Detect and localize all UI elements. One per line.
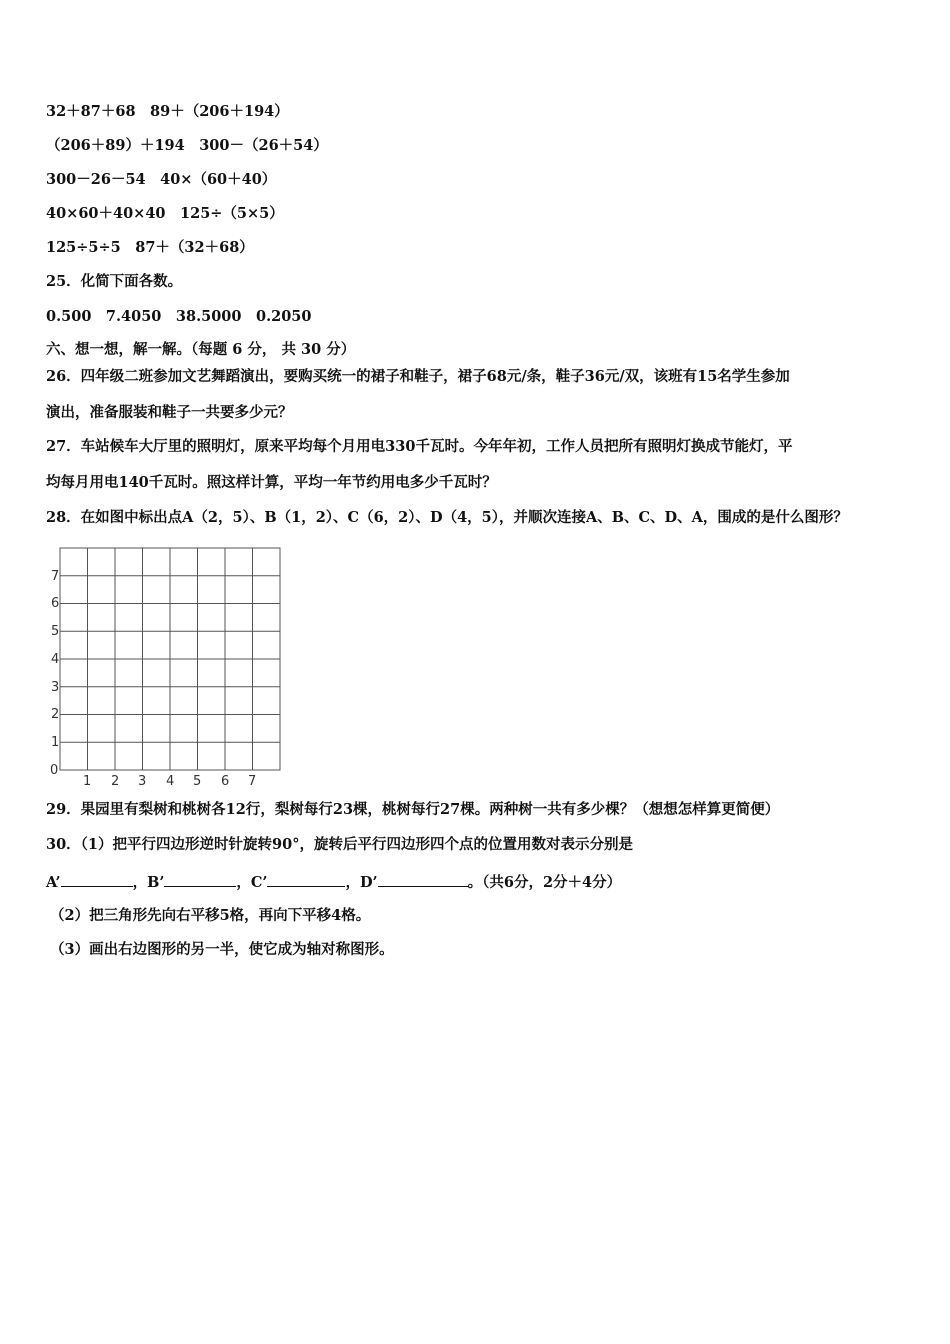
question-26-line-2: 演出，准备服装和鞋子一共要多少元？ <box>46 404 293 421</box>
x-label-6: 6 <box>221 774 230 789</box>
y-label-3: 3 <box>51 680 60 695</box>
question-27-line-1: 27．车站候车大厅里的照明灯，原来平均每个月用电330千瓦时。今年年初，工作人员把所有照明灯换成节能灯，平 <box>46 438 793 455</box>
grid-lines <box>60 548 280 770</box>
x-label-2: 2 <box>111 774 120 789</box>
expr-line-4: 40×60＋40×40 125÷（5×5） <box>46 205 284 222</box>
question-30-part-2: （2）把三角形先向右平移5格，再向下平移4格。 <box>50 907 371 924</box>
question-28: 28．在如图中标出点A（2，5）、B（1，2）、C（6，2）、D（4，5），并顺次连接A、B、C、D、A，围成的是什么图形？ <box>46 509 848 526</box>
answer-d-label: ，D’ <box>345 874 378 891</box>
question-25-numbers: 0.500 7.4050 38.5000 0.2050 <box>46 308 312 325</box>
y-label-0: 0 <box>50 763 59 778</box>
expr-line-3: 300－26－54 40×（60＋40） <box>46 171 277 188</box>
question-26-line-1: 26．四年级二班参加文艺舞蹈演出，要购买统一的裙子和鞋子，裙子68元/条，鞋子36元/双，该班有15名学生参加 <box>46 368 790 385</box>
x-label-1: 1 <box>83 774 92 789</box>
answer-tail: 。（共6分，2分＋4分） <box>467 874 622 891</box>
y-label-4: 4 <box>51 652 60 667</box>
x-label-5: 5 <box>193 774 202 789</box>
coordinate-grid[interactable] <box>40 540 290 790</box>
question-30-answer-line <box>46 872 621 893</box>
expr-line-2: （206＋89）＋194 300－（26＋54） <box>46 137 328 154</box>
y-label-7: 7 <box>51 569 60 584</box>
expr-line-1: 32＋87＋68 89＋（206＋194） <box>46 103 289 120</box>
question-30-part-1: 30．（1）把平行四边形逆时针旋转90°，旋转后平行四边形四个点的位置用数对表示分别是 <box>46 836 633 853</box>
question-25: 25．化简下面各数。 <box>46 273 183 290</box>
answer-b-blank[interactable] <box>164 872 236 887</box>
y-label-2: 2 <box>51 707 60 722</box>
question-29: 29．果园里有梨树和桃树各12行，梨树每行23棵，桃树每行27棵。两种树一共有多少棵？（想想怎样算更简便） <box>46 801 780 818</box>
section-six-heading: 六、想一想，解一解。（每题 6 分， 共 30 分） <box>46 341 356 358</box>
y-label-5: 5 <box>51 624 60 639</box>
x-label-7: 7 <box>248 774 257 789</box>
answer-c-blank[interactable] <box>267 872 345 887</box>
x-label-3: 3 <box>138 774 147 789</box>
answer-a-blank[interactable] <box>61 872 133 887</box>
answer-c-label: ，C’ <box>236 874 268 891</box>
question-27-line-2: 均每月用电140千瓦时。照这样计算，平均一年节约用电多少千瓦时？ <box>46 474 497 491</box>
y-label-6: 6 <box>51 596 60 611</box>
y-axis-labels <box>50 569 59 778</box>
x-axis-labels <box>83 774 256 789</box>
answer-b-label: ，B’ <box>132 874 165 891</box>
y-label-1: 1 <box>51 735 60 750</box>
x-label-4: 4 <box>166 774 175 789</box>
expr-line-5: 125÷5÷5 87＋（32＋68） <box>46 239 254 256</box>
question-30-part-3: （3）画出右边图形的另一半，使它成为轴对称图形。 <box>50 941 394 958</box>
answer-d-blank[interactable] <box>378 872 468 887</box>
answer-a-label: A’ <box>46 874 61 891</box>
